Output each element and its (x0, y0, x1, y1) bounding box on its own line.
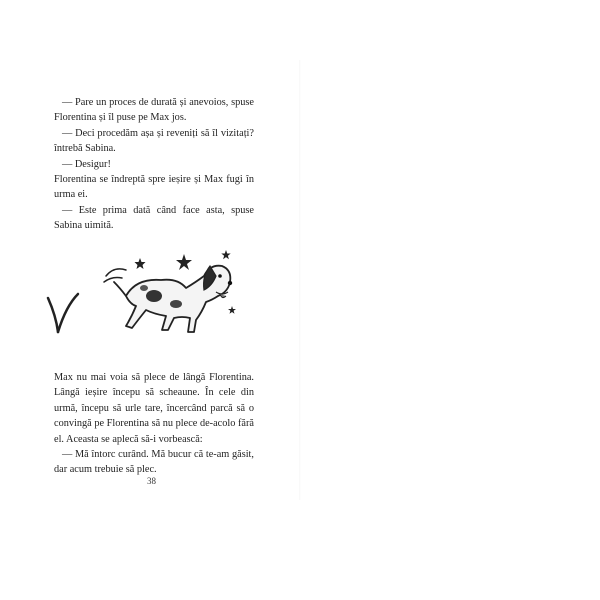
paragraph: — Deci procedăm așa și reveniți să îl vizitați? întrebă Sabina. (54, 127, 254, 155)
paragraph: — Mă întorc curând. Mă bucur că te-am găsit, dar acum trebuie să plec. (54, 449, 254, 476)
paragraph: Max nu mai voia să plece de lângă Florentina. Lângă ieșire începu să scheaune. În cele din urmă, începu să urle tare, încercând parcă să o convingă pe Florentina să nu plece de-acolo fără el. Aceasta se aplecă să-i vorbească: (54, 372, 254, 445)
right-page (300, 0, 600, 600)
running-dog-illustration (36, 236, 236, 346)
dog-icon (36, 236, 236, 346)
paragraph: Florentina se îndreptă spre ieșire și Max fugi în urma ei. (54, 174, 254, 201)
left-page-bottom-text (54, 370, 254, 478)
paragraph: — Este prima dată când face asta, spuse Sabina uimită. (54, 204, 254, 232)
paragraph: — Desigur! (62, 158, 111, 170)
left-page-top-text (54, 95, 254, 234)
page-number: 38 (147, 476, 156, 486)
paragraph: — Pare un proces de durată și anevoios, spuse Florentina și îl puse pe Max jos. (54, 97, 254, 124)
